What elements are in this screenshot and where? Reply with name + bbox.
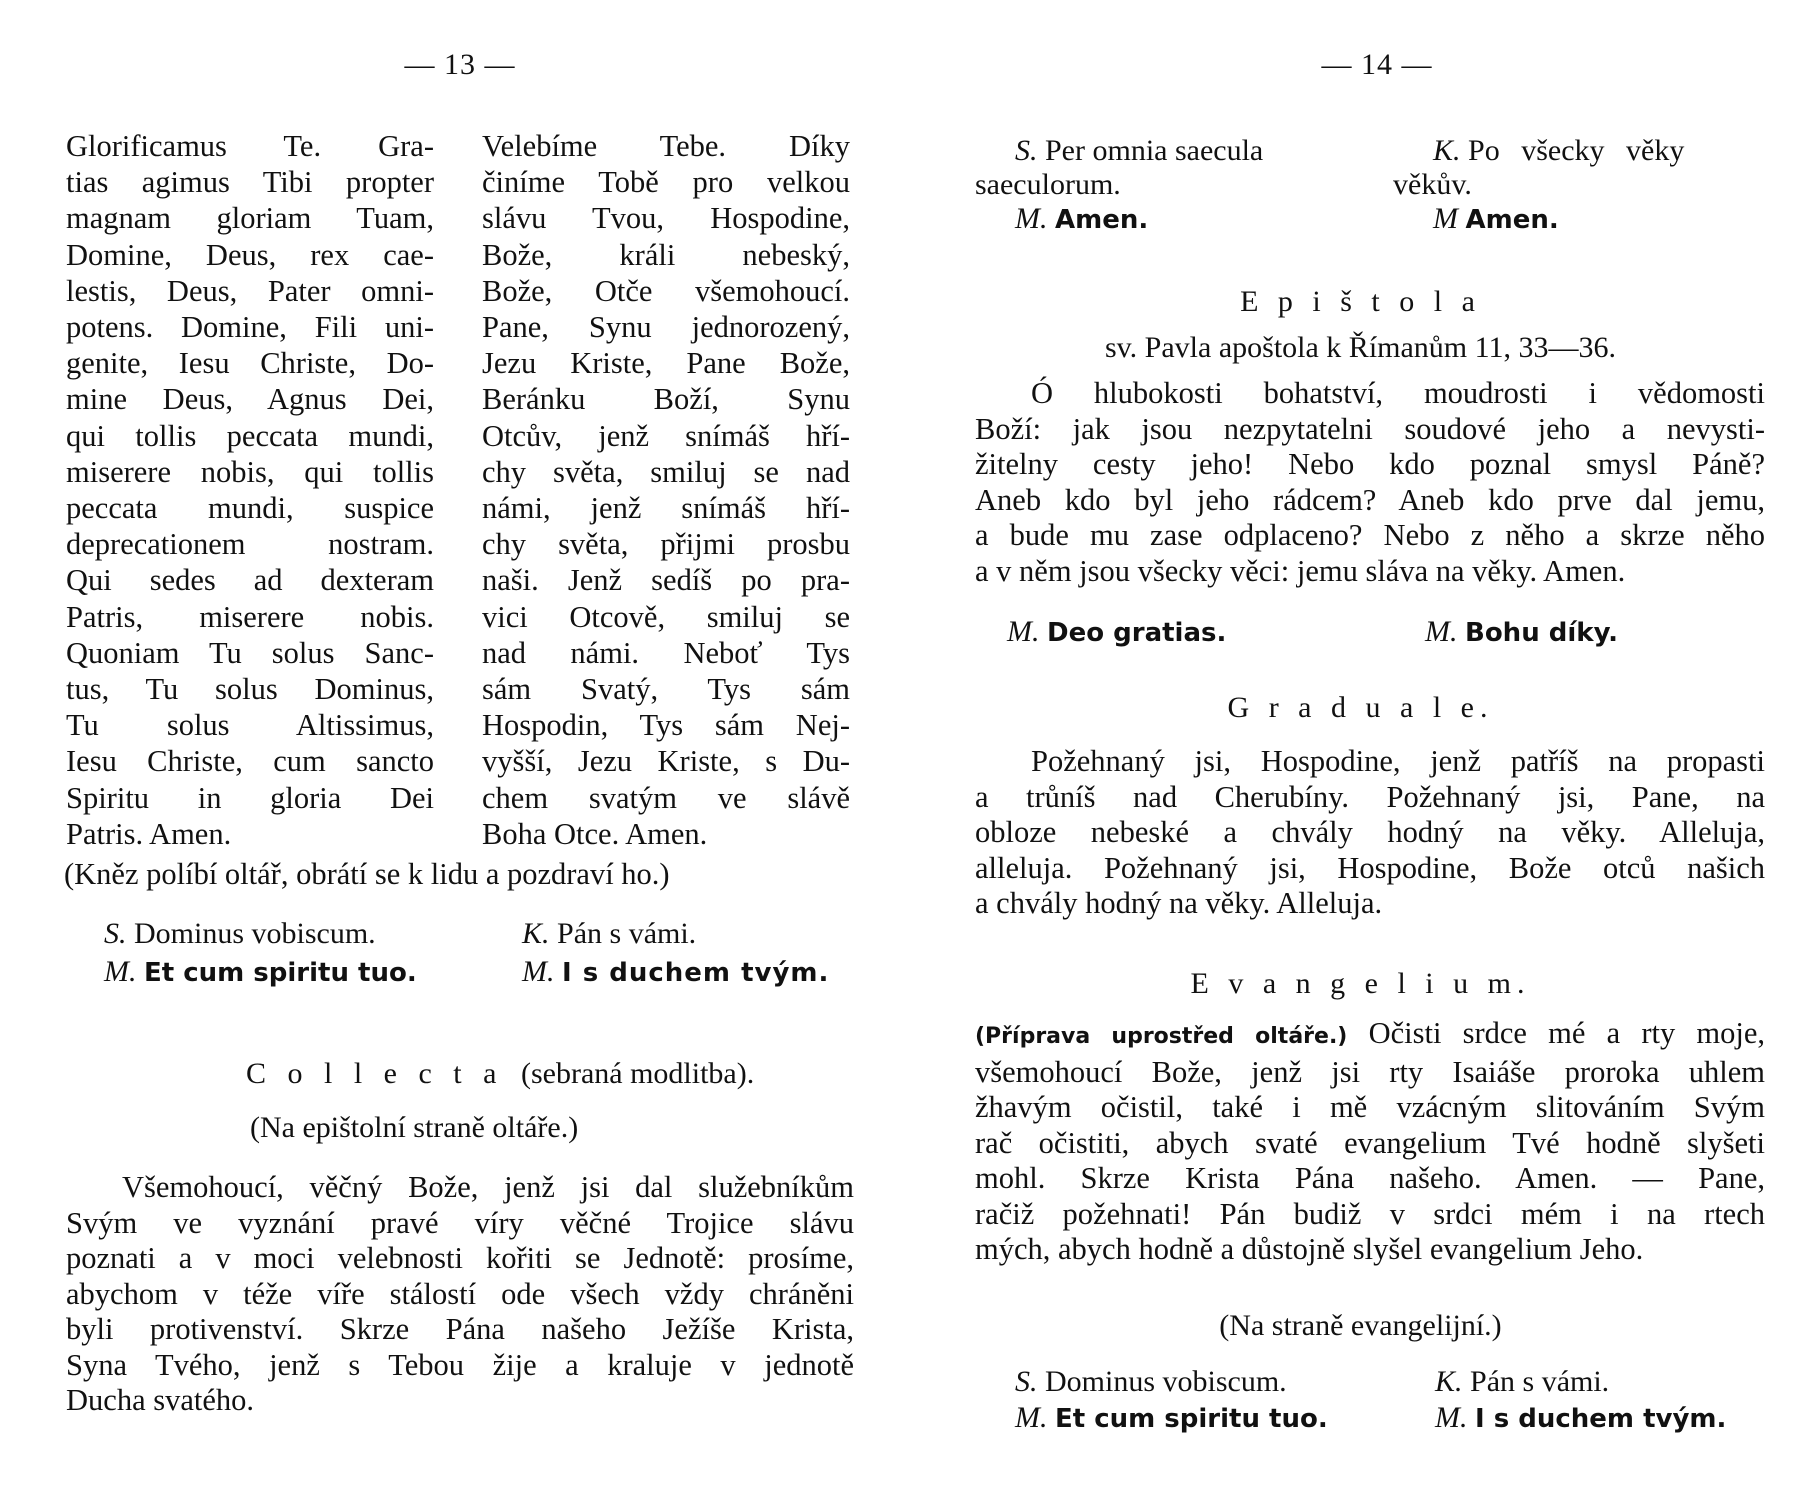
dialogue-s-line bbox=[104, 916, 376, 952]
text-line: Aneb kdo byl jeho rádcem? Aneb kdo prve dal jemu, bbox=[975, 482, 1765, 517]
text-line: potens. Domine, Fili uni- bbox=[66, 310, 434, 345]
text-line: magnam gloriam Tuam, bbox=[66, 201, 434, 236]
dialogue-m-line-czech bbox=[522, 954, 829, 991]
text-line: Otcův, jenž snímáš hří- bbox=[482, 418, 850, 453]
dialogue-response: Amen. bbox=[1055, 205, 1149, 235]
text-line: tus, Tu solus Dominus, bbox=[66, 672, 434, 707]
text-line: deprecationem nostram. bbox=[66, 527, 434, 562]
speaker-mark: M. bbox=[1425, 615, 1458, 648]
text-line: Boha Otce. Amen. bbox=[482, 816, 708, 851]
text-line: Syna Tvého, jenž s Tebou žije a kraluje v jednotě bbox=[66, 1347, 854, 1382]
text-line: Hospodin, Tys sám Nej- bbox=[482, 708, 850, 743]
bottom-dialogue-m-latin bbox=[1015, 1400, 1328, 1437]
page-number: — 13 — bbox=[404, 48, 516, 81]
text-line: žitelny cesty jeho! Nebo kdo poznal smysl Páně? bbox=[975, 447, 1765, 481]
text-line: Spiritu in gloria Dei bbox=[66, 780, 434, 815]
speaker-mark: M. bbox=[1435, 1401, 1468, 1434]
text-line: mohl. Skrze Krista Pána našeho. Amen. — Pane, bbox=[975, 1161, 1765, 1195]
dialogue-response: Et cum spiritu tuo. bbox=[1055, 1404, 1328, 1434]
evangelium-text bbox=[975, 1055, 1765, 1268]
text-line: qui tollis peccata mundi, bbox=[66, 418, 434, 453]
speaker-mark: K. bbox=[1435, 1365, 1463, 1398]
text-line: Pane, Synu jednorozený, bbox=[482, 310, 850, 345]
dialogue-text: Po všecky věky bbox=[1468, 134, 1685, 167]
dialogue-text: Dominus vobiscum. bbox=[1045, 1365, 1287, 1398]
speaker-mark: M bbox=[1433, 202, 1458, 235]
text-line: Jezu Kriste, Pane Bože, bbox=[482, 346, 850, 381]
page-number: — 14 — bbox=[1321, 48, 1433, 81]
dialogue-response: I s duchem tvým. bbox=[1475, 1404, 1727, 1434]
text-line: vyšší, Jezu Kriste, s Du- bbox=[482, 744, 850, 779]
epistola-response-latin bbox=[1007, 614, 1226, 651]
graduale-text bbox=[975, 744, 1765, 922]
text-line: chy světa, smiluj se nad bbox=[482, 454, 850, 489]
epistola-title: E p i š t o l a bbox=[1240, 285, 1481, 318]
evangelium-side-rubric: (Na straně evangelijní.) bbox=[1219, 1309, 1502, 1342]
speaker-mark: S. bbox=[1015, 1365, 1038, 1398]
dialogue-text: Dominus vobiscum. bbox=[134, 917, 376, 950]
text-line: všemohoucí Bože, jenž jsi rty Isaiáše proroka uhlem bbox=[975, 1054, 1765, 1089]
right-page bbox=[907, 0, 1814, 1500]
text-line: Ducha svatého. bbox=[66, 1383, 255, 1417]
text-line: naši. Jenž sedíš po pra- bbox=[482, 563, 850, 598]
dialogue-response: Et cum spiritu tuo. bbox=[144, 958, 417, 988]
collecta-text bbox=[66, 1170, 854, 1419]
text-line: chy světa, přijmi prosbu bbox=[482, 527, 850, 562]
text-line: a bude mu zase odplaceno? Nebo z něho a skrze něho bbox=[975, 518, 1765, 552]
dialogue-text: saeculorum. bbox=[975, 168, 1121, 201]
top-dialogue-s bbox=[975, 134, 1263, 237]
text-line: genite, Iesu Christe, Do- bbox=[66, 346, 434, 381]
text-line: Požehnaný jsi, Hospodine, jenž patříš na propasti bbox=[1031, 744, 1765, 778]
dialogue-text: Pán s vámi. bbox=[1470, 1365, 1610, 1398]
text-line: Všemohoucí, věčný Bože, jenž jsi dal služebníkům bbox=[122, 1170, 854, 1204]
text-line: Bože, Otče všemohoucí. bbox=[482, 273, 850, 308]
graduale-title: G r a d u a l e. bbox=[1227, 691, 1494, 724]
text-line: a trůníš nad Cherubíny. Požehnaný jsi, Pane, na bbox=[975, 779, 1765, 814]
evangelium-rubric: (Příprava uprostřed oltáře.) bbox=[975, 1024, 1348, 1049]
text-line: byli protivenství. Skrze Pána našeho Ježíše Krista, bbox=[66, 1312, 854, 1346]
dialogue-response: Bohu díky. bbox=[1465, 618, 1619, 648]
dialogue-m-line bbox=[104, 954, 417, 991]
speaker-mark: K. bbox=[1433, 134, 1461, 167]
evangelium-first-line: Očisti srdce mé a rty moje, bbox=[1368, 1016, 1766, 1050]
dialogue-text: Pán s vámi. bbox=[557, 917, 697, 950]
text-line: Domine, Deus, rex cae- bbox=[66, 237, 434, 272]
text-line: slávu Tvou, Hospodine, bbox=[482, 201, 850, 236]
dialogue-k-line bbox=[522, 916, 696, 952]
text-line: Qui sedes ad dexteram bbox=[66, 563, 434, 598]
text-line: námi, jenž snímáš hří- bbox=[482, 491, 850, 526]
speaker-mark: M. bbox=[104, 955, 137, 988]
collecta-heading bbox=[246, 1056, 754, 1092]
latin-gloria-column bbox=[66, 128, 434, 852]
text-line: lestis, Deus, Pater omni- bbox=[66, 273, 434, 308]
evangelium-title: E v a n g e l i u m. bbox=[1190, 967, 1531, 1000]
speaker-mark: M. bbox=[1015, 202, 1048, 235]
text-line: abychom v téže víře stálostí ode všech vždy chráněni bbox=[66, 1276, 854, 1311]
text-line: činíme Tobě pro velkou bbox=[482, 165, 850, 200]
collecta-title: C o l l e c t a bbox=[246, 1057, 504, 1090]
text-line: rač očistiti, abych svaté evangelium Tvé hodně slyšeti bbox=[975, 1125, 1765, 1160]
text-line: sám Svatý, Tys sám bbox=[482, 672, 850, 707]
text-line: Patris. Amen. bbox=[66, 816, 232, 851]
text-line: žhavým očistil, také i mě vzácným slitováním Svým bbox=[975, 1090, 1765, 1124]
epistola-text bbox=[975, 376, 1765, 589]
collecta-subtitle: (sebraná modlitba). bbox=[520, 1057, 755, 1090]
speaker-mark: M. bbox=[1007, 615, 1040, 648]
evangelium-text-block bbox=[975, 1016, 1765, 1268]
text-line: poznati a v moci velebnosti kořiti se Jednotě: prosíme, bbox=[66, 1241, 854, 1275]
text-line: račiž požehnati! Pán budiž v srdci mém i na rtech bbox=[975, 1196, 1765, 1231]
czech-gloria-column bbox=[482, 128, 850, 852]
speaker-mark: M. bbox=[1015, 1401, 1048, 1434]
rubric: (Kněz políbí oltář, obrátí se k lidu a pozdraví ho.) bbox=[64, 857, 670, 891]
text-line: Quoniam Tu solus Sanc- bbox=[66, 635, 434, 670]
text-line: Svým ve vyznání pravé víry věčné Trojice slávu bbox=[66, 1205, 854, 1240]
text-line: Velebíme Tebe. Díky bbox=[482, 129, 850, 163]
text-line: Iesu Christe, cum sancto bbox=[66, 744, 434, 779]
dialogue-response: Deo gratias. bbox=[1047, 618, 1227, 648]
text-line bbox=[975, 1016, 1765, 1055]
text-line: Beránku Boží, Synu bbox=[482, 382, 850, 417]
top-dialogue-k bbox=[1393, 134, 1684, 237]
text-line: chem svatým ve slávě bbox=[482, 780, 850, 815]
text-line: Tu solus Altissimus, bbox=[66, 708, 434, 743]
text-line: nad námi. Neboť Tys bbox=[482, 635, 850, 670]
text-line: miserere nobis, qui tollis bbox=[66, 454, 434, 489]
text-line: vici Otcově, smiluj se bbox=[482, 599, 850, 634]
dialogue-text: Per omnia saecula bbox=[1045, 134, 1264, 167]
bottom-dialogue-m-czech bbox=[1435, 1400, 1726, 1437]
bottom-dialogue-s bbox=[1015, 1364, 1287, 1400]
epistola-response-czech bbox=[1425, 614, 1618, 651]
text-line: mých, abych hodně a důstojně slyšel evangelium Jeho. bbox=[975, 1232, 1644, 1266]
dialogue-response: Amen. bbox=[1465, 205, 1559, 235]
text-line: peccata mundi, suspice bbox=[66, 491, 434, 526]
text-line: a chvály hodný na věky. Alleluja. bbox=[975, 886, 1383, 920]
epistola-reference: sv. Pavla apoštola k Římanům 11, 33—36. bbox=[1104, 331, 1617, 364]
bottom-dialogue-k bbox=[1435, 1364, 1609, 1400]
dialogue-text: věkův. bbox=[1393, 168, 1472, 201]
text-line: tias agimus Tibi propter bbox=[66, 165, 434, 200]
speaker-mark: S. bbox=[104, 917, 127, 950]
text-line: alleluja. Požehnaný jsi, Hospodine, Bože otců našich bbox=[975, 850, 1765, 885]
text-line: Bože, králi nebeský, bbox=[482, 237, 850, 272]
text-line: a v něm jsou všecky věci: jemu sláva na věky. Amen. bbox=[975, 553, 1626, 588]
text-line: Boží: jak jsou nezpytatelni soudové jeho a nevysti- bbox=[975, 411, 1765, 446]
text-line: obloze nebeské a chvály hodný na věky. Alleluja, bbox=[975, 815, 1765, 849]
speaker-mark: S. bbox=[1015, 134, 1038, 167]
text-line: Patris, miserere nobis. bbox=[66, 599, 434, 634]
text-line: Glorificamus Te. Gra- bbox=[66, 129, 434, 163]
collecta-rubric: (Na epištolní straně oltáře.) bbox=[250, 1111, 579, 1144]
text-line: mine Deus, Agnus Dei, bbox=[66, 382, 434, 417]
dialogue-response: I s duchem tvým. bbox=[562, 958, 830, 988]
speaker-mark: M. bbox=[522, 955, 555, 988]
text-line: Ó hlubokosti bohatství, moudrosti i vědomosti bbox=[1031, 376, 1765, 410]
speaker-mark: K. bbox=[522, 917, 550, 950]
